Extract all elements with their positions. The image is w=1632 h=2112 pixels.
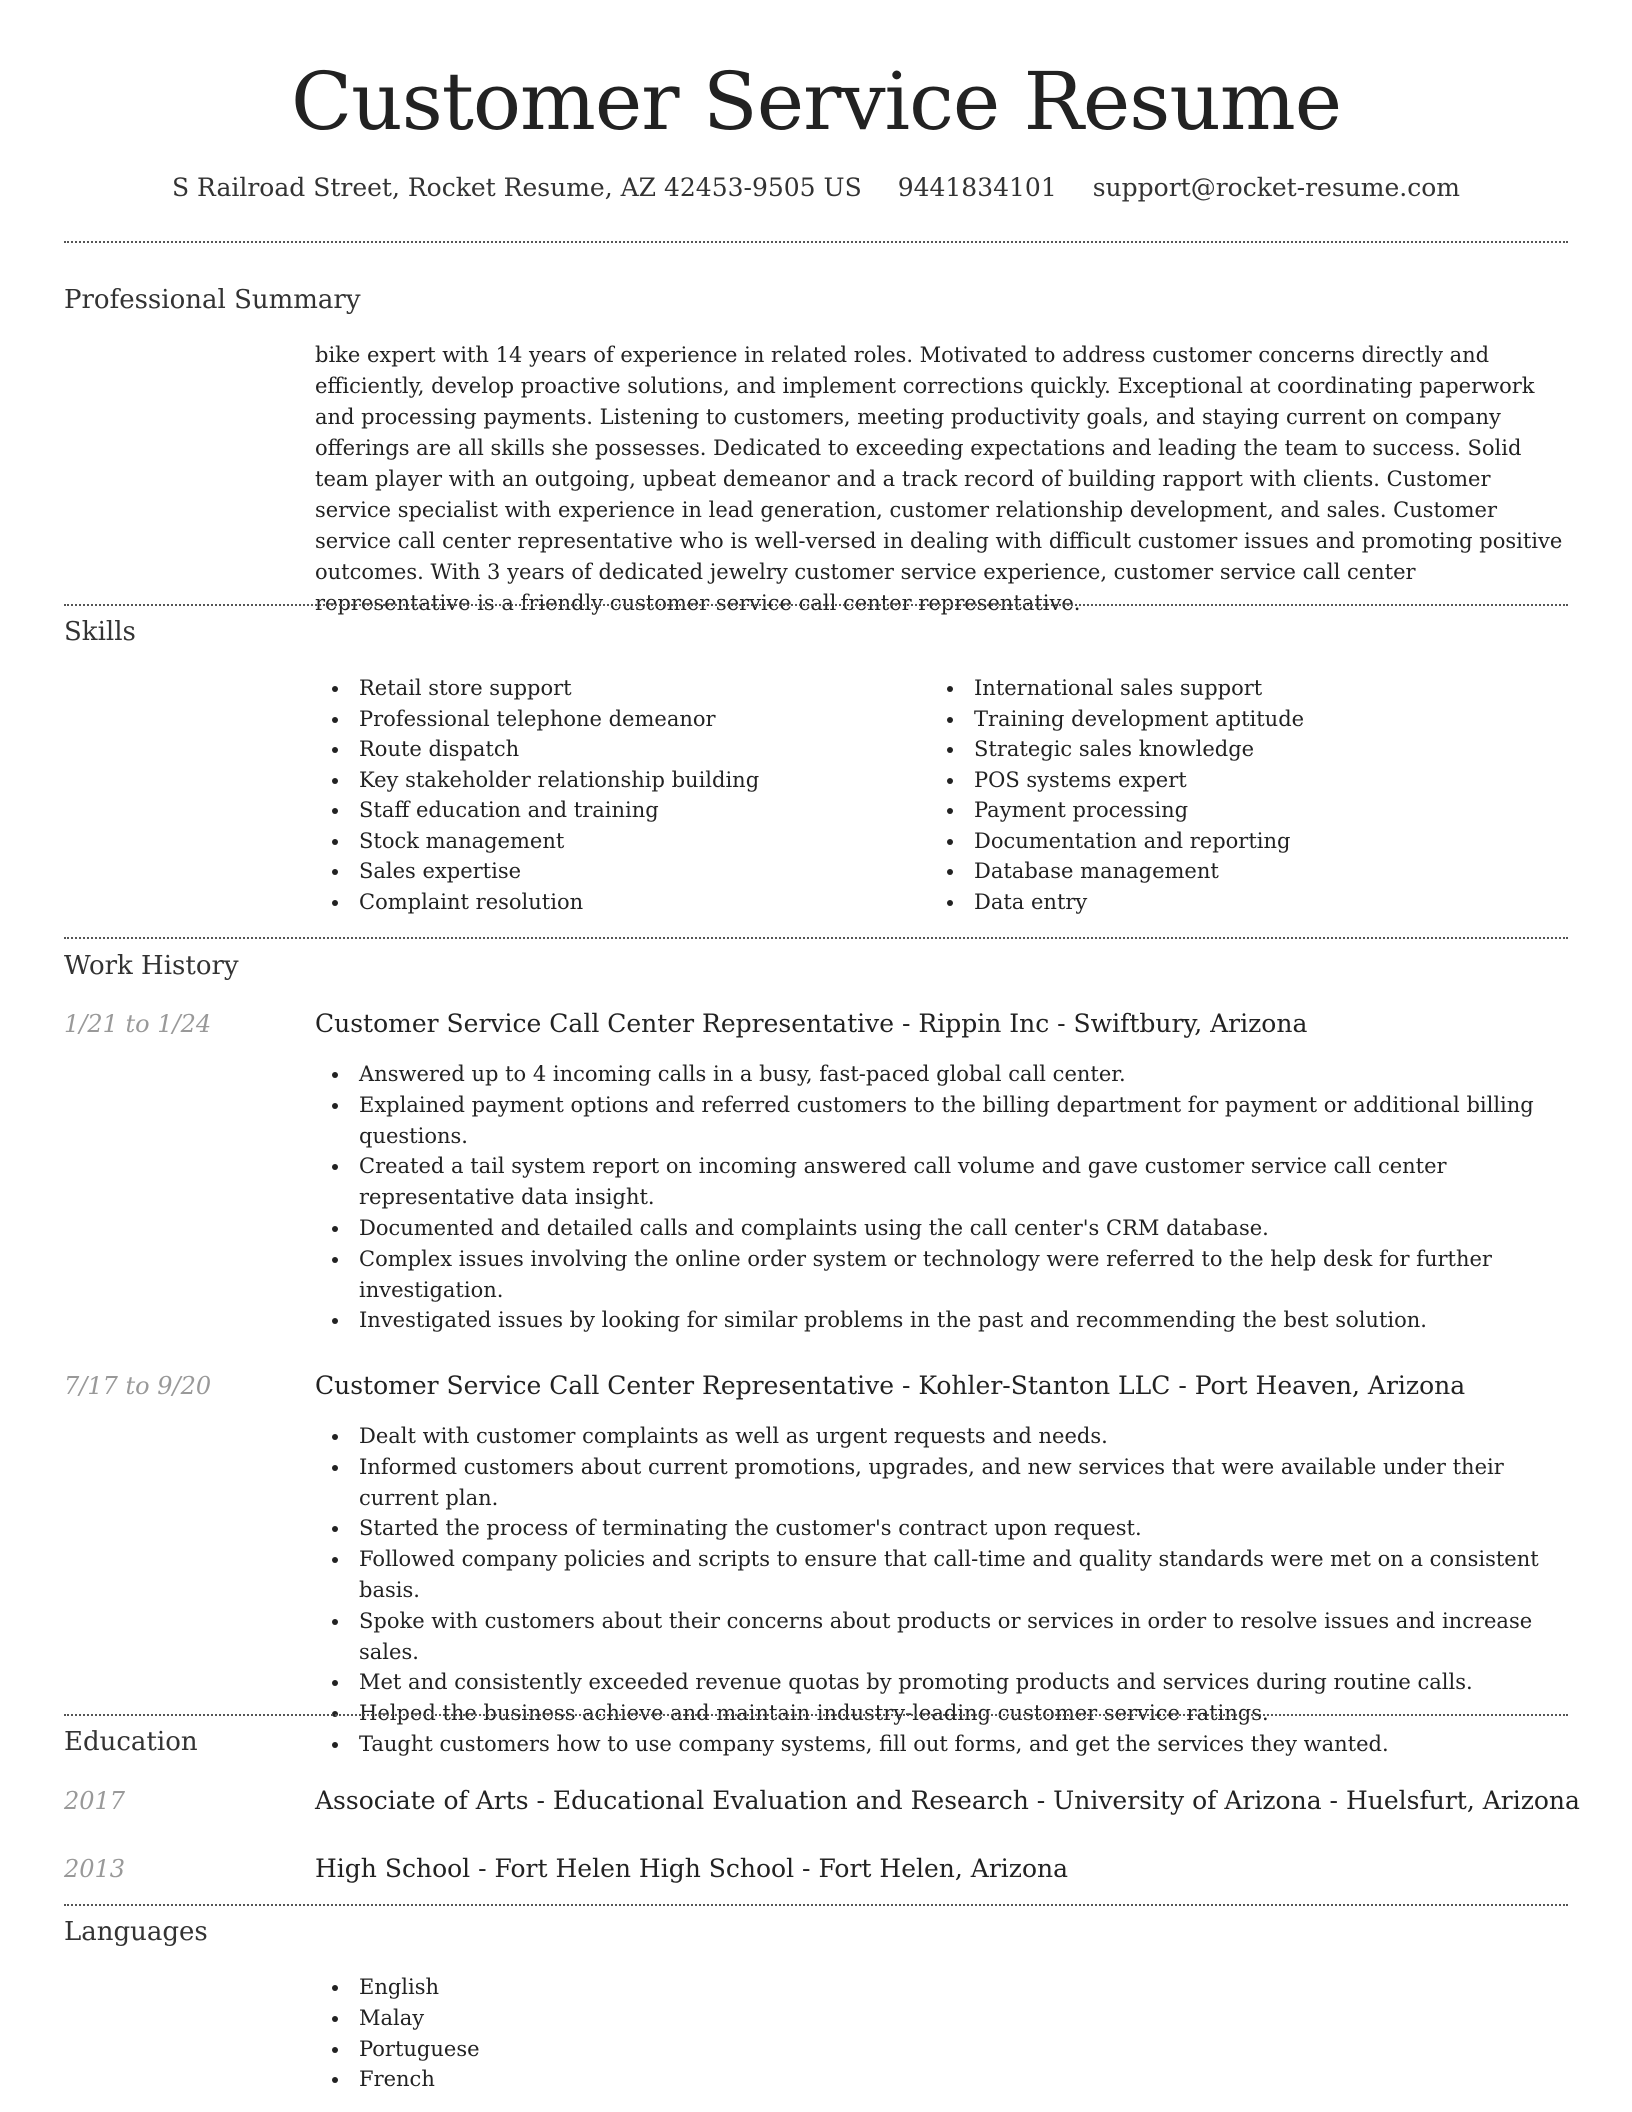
job-bullet: Taught customers how to use company systems, fill out forms, and get the services they wanted. bbox=[315, 1729, 1567, 1760]
section-heading-work-history: Work History bbox=[64, 951, 239, 981]
contact-line bbox=[0, 170, 1632, 206]
skill-item: Stock management bbox=[315, 826, 915, 857]
education-entry: Associate of Arts - Educational Evaluation and Research - University of Arizona - Huelsfurt, Arizona bbox=[315, 1786, 1580, 1815]
job-bullet: Spoke with customers about their concerns about products or services in order to resolve issues and increase sales. bbox=[315, 1606, 1567, 1668]
education-year: 2013 bbox=[64, 1855, 126, 1883]
language-item: Malay bbox=[315, 2003, 1567, 2034]
job-dates: 7/17 to 9/20 bbox=[64, 1372, 212, 1400]
skill-item: Route dispatch bbox=[315, 734, 915, 765]
contact-address: S Railroad Street, Rocket Resume, AZ 42453-9505 US bbox=[171, 173, 862, 202]
section-divider bbox=[64, 604, 1568, 606]
section-divider bbox=[64, 1714, 1568, 1716]
job-bullet: Documented and detailed calls and complaints using the call center's CRM database. bbox=[315, 1213, 1567, 1244]
summary-text: bike expert with 14 years of experience in related roles. Motivated to address customer concerns directly and efficiently, develop proactive solutions, and implement corrections quickly. Exceptional at coordinating paperwork and processing payments. Listening to customers, meeting productivity goals, and staying current on company offerings are all skills she possesses. Dedicated to exceeding expectations and leading the team to success. Solid team player with an outgoing, upbeat demeanor and a track record of building rapport with clients. Customer service specialist with experience in lead generation, customer relationship development, and sales. Customer service call center representative who is well-versed in dealing with difficult customer issues and promoting positive outcomes. With 3 years of dedicated jewelry customer service experience, customer service call center representative is a friendly customer service call center representative. bbox=[315, 343, 1563, 615]
skill-item: Retail store support bbox=[315, 673, 915, 704]
languages-list bbox=[315, 1972, 1567, 2095]
job-title: Customer Service Call Center Representative - Rippin Inc - Swiftbury, Arizona bbox=[315, 1009, 1308, 1038]
job-bullet: Met and consistently exceeded revenue quotas by promoting products and services during routine calls. bbox=[315, 1667, 1567, 1698]
contact-phone: 9441834101 bbox=[897, 173, 1057, 202]
skill-item: Sales expertise bbox=[315, 856, 915, 887]
skill-item: International sales support bbox=[930, 673, 1560, 704]
skill-item: Strategic sales knowledge bbox=[930, 734, 1560, 765]
job-bullet-list bbox=[315, 1421, 1567, 1760]
job-bullet: Followed company policies and scripts to ensure that call-time and quality standards were met on a consistent basis. bbox=[315, 1544, 1567, 1606]
skill-item: Payment processing bbox=[930, 795, 1560, 826]
skills-list-left bbox=[315, 673, 915, 917]
skill-item: Complaint resolution bbox=[315, 887, 915, 918]
job-bullet: Complex issues involving the online order system or technology were referred to the help desk for further investigation. bbox=[315, 1244, 1567, 1306]
skill-item: POS systems expert bbox=[930, 765, 1560, 796]
skill-item: Data entry bbox=[930, 887, 1560, 918]
job-dates: 1/21 to 1/24 bbox=[64, 1010, 212, 1038]
skill-item: Documentation and reporting bbox=[930, 826, 1560, 857]
job-bullet-list bbox=[315, 1059, 1567, 1336]
skill-item: Training development aptitude bbox=[930, 704, 1560, 735]
section-heading-skills: Skills bbox=[64, 617, 136, 647]
language-item: English bbox=[315, 1972, 1567, 2003]
job-title: Customer Service Call Center Representative - Kohler-Stanton LLC - Port Heaven, Arizona bbox=[315, 1371, 1466, 1400]
skill-item: Professional telephone demeanor bbox=[315, 704, 915, 735]
section-divider bbox=[64, 937, 1568, 939]
job-bullet: Started the process of terminating the customer's contract upon request. bbox=[315, 1513, 1567, 1544]
section-heading-summary: Professional Summary bbox=[64, 285, 361, 315]
language-item: Portuguese bbox=[315, 2034, 1567, 2065]
contact-email[interactable]: support@rocket-resume.com bbox=[1092, 173, 1461, 202]
job-bullet: Answered up to 4 incoming calls in a busy, fast-paced global call center. bbox=[315, 1059, 1567, 1090]
section-heading-education: Education bbox=[64, 1727, 198, 1757]
job-bullet: Helped the business achieve and maintain industry-leading customer service ratings. bbox=[315, 1698, 1567, 1729]
resume-title: Customer Service Resume bbox=[290, 55, 1342, 148]
section-heading-languages: Languages bbox=[64, 1917, 208, 1947]
job-bullet: Dealt with customer complaints as well as urgent requests and needs. bbox=[315, 1421, 1567, 1452]
job-bullet: Created a tail system report on incoming answered call volume and gave customer service call center representative data insight. bbox=[315, 1151, 1567, 1213]
skill-item: Staff education and training bbox=[315, 795, 915, 826]
section-divider bbox=[64, 1904, 1568, 1906]
section-divider bbox=[64, 241, 1568, 243]
education-entry: High School - Fort Helen High School - Fort Helen, Arizona bbox=[315, 1854, 1069, 1883]
language-item: French bbox=[315, 2064, 1567, 2095]
job-bullet: Explained payment options and referred customers to the billing department for payment or additional billing questions. bbox=[315, 1090, 1567, 1152]
skill-item: Key stakeholder relationship building bbox=[315, 765, 915, 796]
skill-item: Database management bbox=[930, 856, 1560, 887]
education-year: 2017 bbox=[64, 1787, 126, 1815]
job-bullet: Investigated issues by looking for similar problems in the past and recommending the best solution. bbox=[315, 1305, 1567, 1336]
job-bullet: Informed customers about current promotions, upgrades, and new services that were available under their current plan. bbox=[315, 1452, 1567, 1514]
skills-list-right bbox=[930, 673, 1560, 917]
